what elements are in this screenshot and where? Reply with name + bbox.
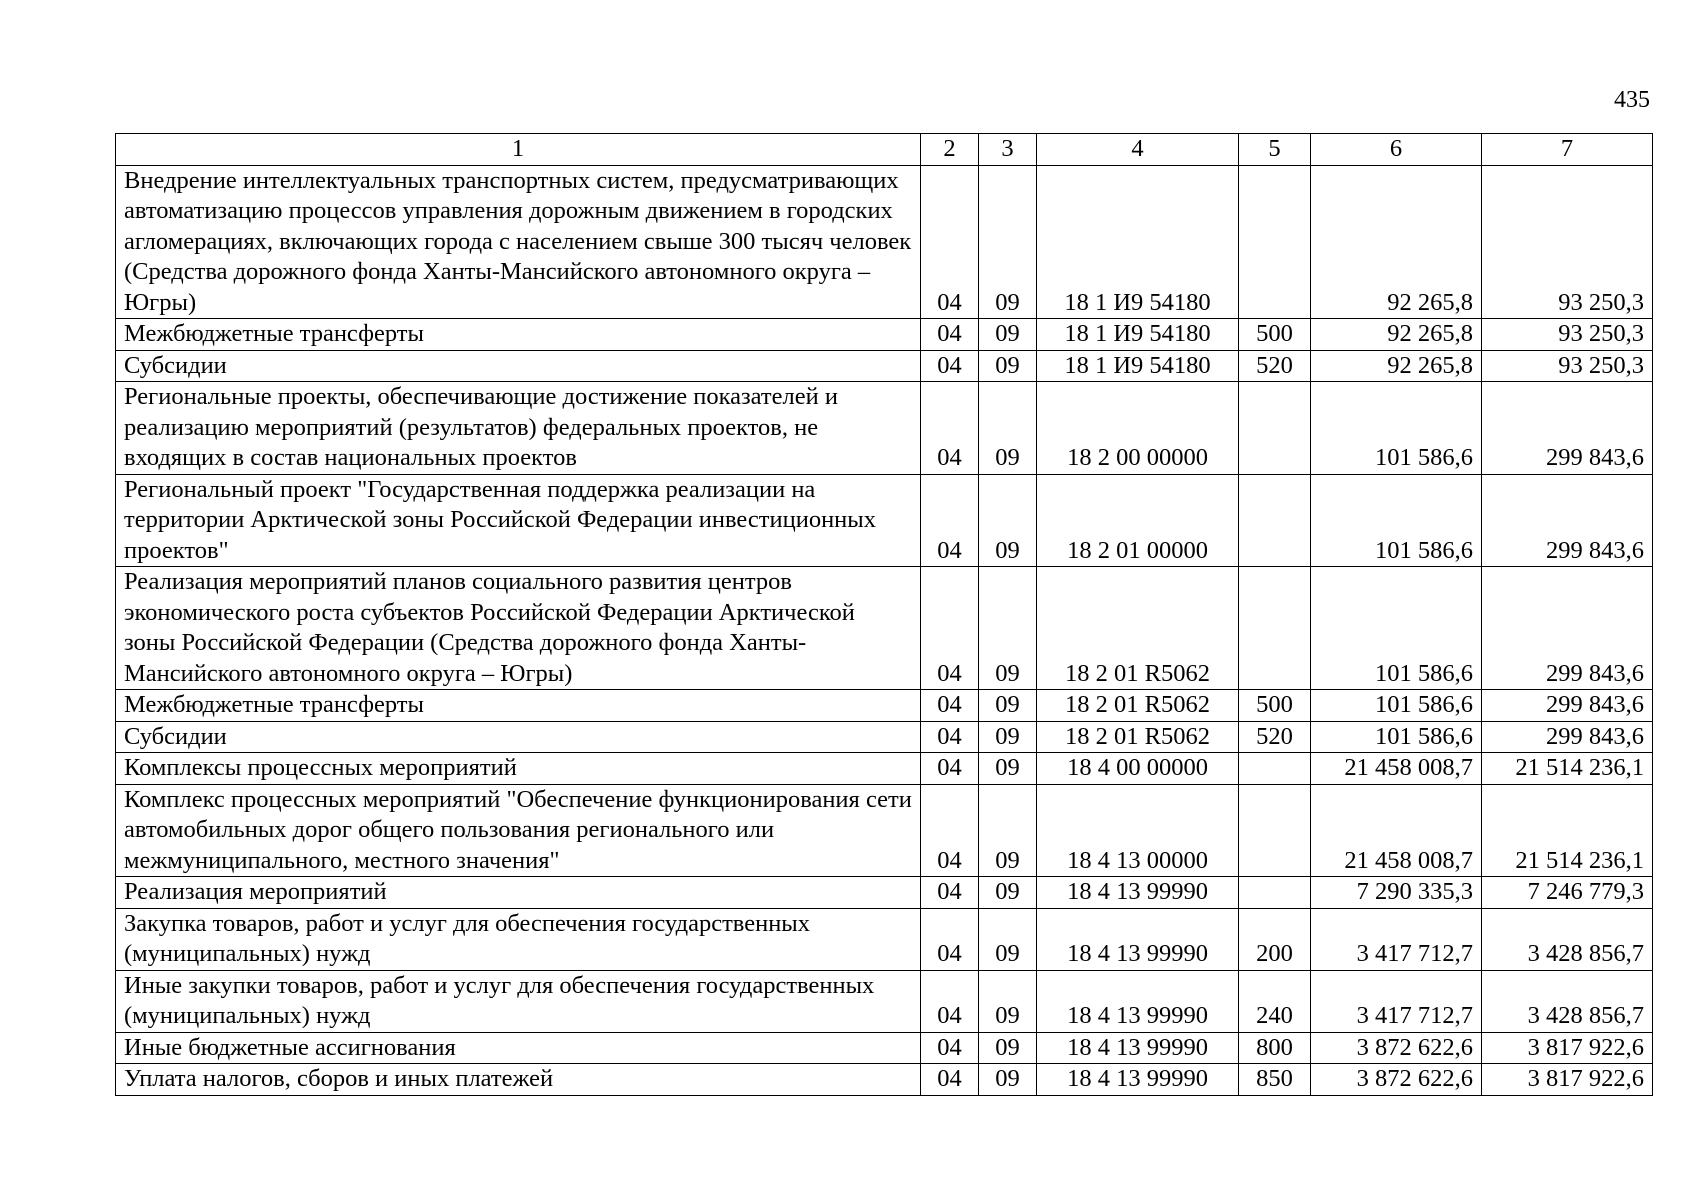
expense-type-cell [1239, 877, 1311, 909]
subsection-cell: 09 [979, 350, 1037, 382]
section-cell: 04 [921, 877, 979, 909]
amount-year1-cell: 3 417 712,7 [1311, 908, 1482, 970]
expense-type-cell [1239, 165, 1311, 319]
header-row [116, 134, 1653, 166]
expense-type-cell: 520 [1239, 350, 1311, 382]
section-cell: 04 [921, 721, 979, 753]
table-row [116, 908, 1653, 970]
row-name-cell: Региональный проект "Государственная поддержка реализации на территории Арктической зоны Российской Федерации инвестиционных проектов" [116, 474, 921, 567]
target-article-cell: 18 4 13 99990 [1037, 908, 1239, 970]
amount-year2-cell: 93 250,3 [1482, 319, 1653, 351]
table-row [116, 474, 1653, 567]
amount-year1-cell: 101 586,6 [1311, 567, 1482, 690]
expense-type-cell [1239, 784, 1311, 877]
amount-year1-cell: 101 586,6 [1311, 690, 1482, 722]
row-name-cell: Комплексы процессных мероприятий [116, 753, 921, 785]
section-cell: 04 [921, 165, 979, 319]
header-cell: 5 [1239, 134, 1311, 166]
table-row [116, 721, 1653, 753]
expense-type-cell: 520 [1239, 721, 1311, 753]
subsection-cell: 09 [979, 474, 1037, 567]
table-row [116, 690, 1653, 722]
row-name-cell: Уплата налогов, сборов и иных платежей [116, 1064, 921, 1096]
target-article-cell: 18 2 01 00000 [1037, 474, 1239, 567]
target-article-cell: 18 2 01 R5062 [1037, 690, 1239, 722]
amount-year2-cell: 3 428 856,7 [1482, 908, 1653, 970]
expense-type-cell: 200 [1239, 908, 1311, 970]
amount-year2-cell: 3 817 922,6 [1482, 1032, 1653, 1064]
subsection-cell: 09 [979, 690, 1037, 722]
amount-year2-cell: 299 843,6 [1482, 474, 1653, 567]
header-cell: 6 [1311, 134, 1482, 166]
expense-type-cell [1239, 474, 1311, 567]
expense-type-cell: 850 [1239, 1064, 1311, 1096]
expense-type-cell: 500 [1239, 690, 1311, 722]
amount-year1-cell: 92 265,8 [1311, 319, 1482, 351]
amount-year1-cell: 101 586,6 [1311, 721, 1482, 753]
table-row [116, 1032, 1653, 1064]
header-cell: 2 [921, 134, 979, 166]
row-name-cell: Иные закупки товаров, работ и услуг для обеспечения государственных (муниципальных) нужд [116, 970, 921, 1032]
expense-type-cell [1239, 753, 1311, 785]
section-cell: 04 [921, 970, 979, 1032]
row-name-cell: Субсидии [116, 350, 921, 382]
header-cell: 7 [1482, 134, 1653, 166]
table-row [116, 1064, 1653, 1096]
subsection-cell: 09 [979, 970, 1037, 1032]
target-article-cell: 18 4 13 99990 [1037, 877, 1239, 909]
amount-year2-cell: 21 514 236,1 [1482, 784, 1653, 877]
section-cell: 04 [921, 474, 979, 567]
row-name-cell: Внедрение интеллектуальных транспортных систем, предусматривающих автоматизацию процессов управления дорожным движением в городских агломерациях, включающих города с населением свыше 300 тысяч человек (Средства дорожного фонда Ханты-Мансийского автономного округа – Югры) [116, 165, 921, 319]
target-article-cell: 18 4 00 00000 [1037, 753, 1239, 785]
target-article-cell: 18 4 13 99990 [1037, 1064, 1239, 1096]
table-row [116, 165, 1653, 319]
target-article-cell: 18 2 01 R5062 [1037, 567, 1239, 690]
section-cell: 04 [921, 690, 979, 722]
target-article-cell: 18 2 01 R5062 [1037, 721, 1239, 753]
table-row [116, 319, 1653, 351]
subsection-cell: 09 [979, 567, 1037, 690]
subsection-cell: 09 [979, 1032, 1037, 1064]
row-name-cell: Комплекс процессных мероприятий "Обеспечение функционирования сети автомобильных дорог общего пользования регионального или межмуниципального, местного значения" [116, 784, 921, 877]
section-cell: 04 [921, 753, 979, 785]
subsection-cell: 09 [979, 908, 1037, 970]
amount-year1-cell: 92 265,8 [1311, 350, 1482, 382]
target-article-cell: 18 2 00 00000 [1037, 382, 1239, 475]
subsection-cell: 09 [979, 784, 1037, 877]
subsection-cell: 09 [979, 1064, 1037, 1096]
amount-year2-cell: 299 843,6 [1482, 721, 1653, 753]
row-name-cell: Межбюджетные трансферты [116, 690, 921, 722]
subsection-cell: 09 [979, 165, 1037, 319]
section-cell: 04 [921, 382, 979, 475]
amount-year2-cell: 21 514 236,1 [1482, 753, 1653, 785]
amount-year1-cell: 3 417 712,7 [1311, 970, 1482, 1032]
amount-year1-cell: 7 290 335,3 [1311, 877, 1482, 909]
expense-type-cell: 800 [1239, 1032, 1311, 1064]
amount-year1-cell: 21 458 008,7 [1311, 753, 1482, 785]
amount-year1-cell: 3 872 622,6 [1311, 1064, 1482, 1096]
expense-type-cell [1239, 382, 1311, 475]
section-cell: 04 [921, 1064, 979, 1096]
header-cell: 4 [1037, 134, 1239, 166]
amount-year2-cell: 3 428 856,7 [1482, 970, 1653, 1032]
amount-year1-cell: 92 265,8 [1311, 165, 1482, 319]
section-cell: 04 [921, 319, 979, 351]
target-article-cell: 18 1 И9 54180 [1037, 319, 1239, 351]
expense-type-cell [1239, 567, 1311, 690]
expense-type-cell: 240 [1239, 970, 1311, 1032]
subsection-cell: 09 [979, 382, 1037, 475]
subsection-cell: 09 [979, 721, 1037, 753]
row-name-cell: Реализация мероприятий [116, 877, 921, 909]
budget-table [115, 133, 1653, 1096]
subsection-cell: 09 [979, 319, 1037, 351]
row-name-cell: Субсидии [116, 721, 921, 753]
section-cell: 04 [921, 908, 979, 970]
table-row [116, 784, 1653, 877]
target-article-cell: 18 1 И9 54180 [1037, 165, 1239, 319]
target-article-cell: 18 4 13 00000 [1037, 784, 1239, 877]
section-cell: 04 [921, 784, 979, 877]
row-name-cell: Региональные проекты, обеспечивающие достижение показателей и реализацию мероприятий (результатов) федеральных проектов, не входящих в состав национальных проектов [116, 382, 921, 475]
amount-year2-cell: 299 843,6 [1482, 382, 1653, 475]
section-cell: 04 [921, 1032, 979, 1064]
header-cell: 1 [116, 134, 921, 166]
table-row [116, 970, 1653, 1032]
row-name-cell: Реализация мероприятий планов социального развития центров экономического роста субъектов Российской Федерации Арктической зоны Российской Федерации (Средства дорожного фонда Ханты-Мансийского автономного округа – Югры) [116, 567, 921, 690]
row-name-cell: Иные бюджетные ассигнования [116, 1032, 921, 1064]
target-article-cell: 18 1 И9 54180 [1037, 350, 1239, 382]
expense-type-cell: 500 [1239, 319, 1311, 351]
amount-year1-cell: 101 586,6 [1311, 382, 1482, 475]
table-row [116, 877, 1653, 909]
table-row [116, 567, 1653, 690]
amount-year1-cell: 21 458 008,7 [1311, 784, 1482, 877]
amount-year1-cell: 3 872 622,6 [1311, 1032, 1482, 1064]
section-cell: 04 [921, 567, 979, 690]
table-row [116, 350, 1653, 382]
amount-year2-cell: 299 843,6 [1482, 690, 1653, 722]
amount-year2-cell: 3 817 922,6 [1482, 1064, 1653, 1096]
target-article-cell: 18 4 13 99990 [1037, 970, 1239, 1032]
table-row [116, 382, 1653, 475]
table-body [116, 134, 1653, 1096]
amount-year2-cell: 299 843,6 [1482, 567, 1653, 690]
section-cell: 04 [921, 350, 979, 382]
amount-year1-cell: 101 586,6 [1311, 474, 1482, 567]
row-name-cell: Закупка товаров, работ и услуг для обеспечения государственных (муниципальных) нужд [116, 908, 921, 970]
table-row [116, 753, 1653, 785]
amount-year2-cell: 93 250,3 [1482, 350, 1653, 382]
row-name-cell: Межбюджетные трансферты [116, 319, 921, 351]
page-number: 435 [1614, 87, 1650, 113]
header-cell: 3 [979, 134, 1037, 166]
amount-year2-cell: 93 250,3 [1482, 165, 1653, 319]
subsection-cell: 09 [979, 877, 1037, 909]
subsection-cell: 09 [979, 753, 1037, 785]
amount-year2-cell: 7 246 779,3 [1482, 877, 1653, 909]
target-article-cell: 18 4 13 99990 [1037, 1032, 1239, 1064]
